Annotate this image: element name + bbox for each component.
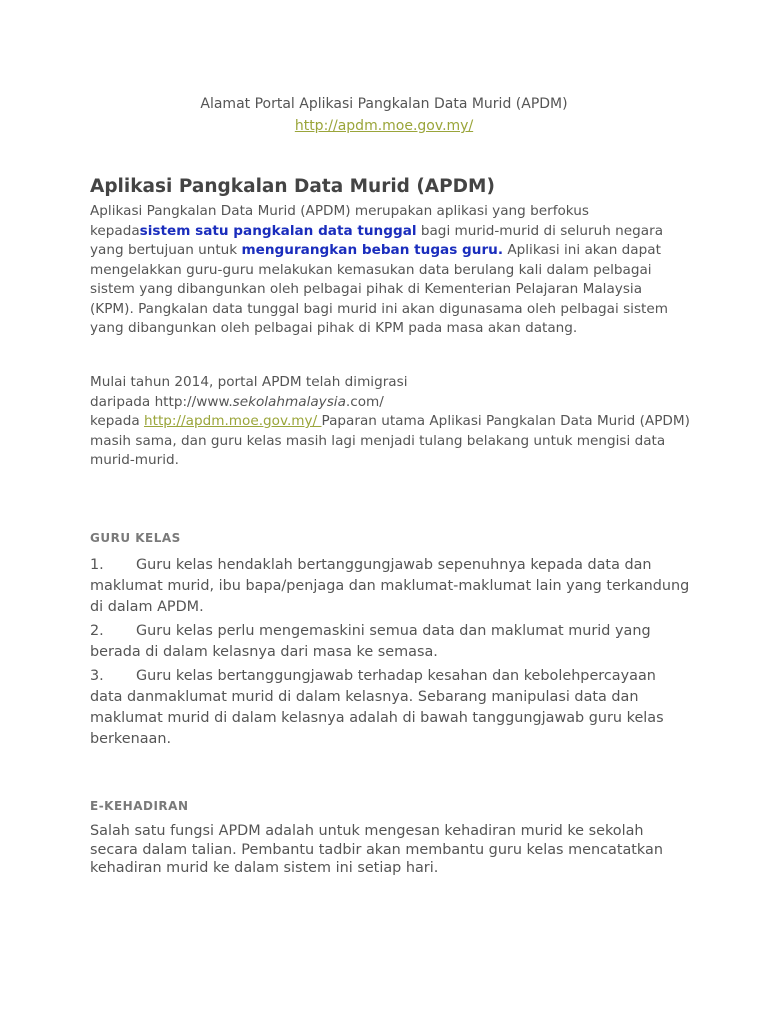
e-kehadiran-paragraph: Salah satu fungsi APDM adalah untuk mengesan kehadiran murid ke sekolah secara dalam talian. Pembantu tadbir akan membantu guru kelas mencatatkan kehadiran murid ke dalam sistem ini setiap hari. [90,823,663,876]
portal-title: Alamat Portal Aplikasi Pangkalan Data Murid (APDM) [200,96,568,112]
migration-line-3: kepada http://apdm.moe.gov.my/ Paparan utama Aplikasi Pangkalan Data Murid (APDM) masih sama, dan guru kelas masih lagi menjadi tulang belakang untuk mengisi data murid-murid. [90,413,690,468]
highlight-reduce-workload: mengurangkan beban tugas guru. [241,242,504,258]
list-item: 1. Guru kelas hendaklah bertanggungjawab sepenuhnya kepada data dan maklumat murid, ibu bapa/penjaga dan maklumat-maklumat lain yang terkandung di dalam APDM. [90,557,690,615]
apdm-heading: Aplikasi Pangkalan Data Murid (APDM) [90,176,495,197]
portal-url-link[interactable]: http://apdm.moe.gov.my/ [294,118,474,134]
list-item: 3. Guru kelas bertanggungjawab terhadap kesahan dan kebolehpercayaan data danmaklumat murid di dalam kelasnya. Sebarang manipulasi data dan maklumat murid di dalam kelasnya adalah di bawah tanggungjawab guru kelas berkenaan. [90,668,664,747]
migration-line-1: Mulai tahun 2014, portal APDM telah dimigrasi [90,374,408,390]
migration-paragraph [90,373,690,471]
list-item: 2. Guru kelas perlu mengemaskini semua data dan maklumat murid yang berada di dalam kelasnya dari masa ke semasa. [90,623,651,660]
e-kehadiran-heading: E-KEHADIRAN [90,799,189,813]
new-portal-link[interactable]: http://apdm.moe.gov.my/ [144,413,322,429]
guru-kelas-list [90,555,690,753]
highlight-single-database: sistem satu pangkalan data tunggal [139,222,417,239]
migration-line-2: daripada http://www.sekolahmalaysia.com/ [90,393,384,410]
intro-paragraph: Aplikasi Pangkalan Data Murid (APDM) merupakan aplikasi yang berfokus kepadasistem satu pangkalan data tunggal bagi murid-murid di seluruh negara yang bertujuan untuk mengurangkan beban tugas guru. Aplikasi ini akan dapat mengelakkan guru-guru melakukan kemasukan data berulang kali dalam pelbagai sistem yang dibangunkan oleh pelbagai pihak di Kementerian Pelajaran Malaysia (KPM). Pangkalan data tunggal bagi murid ini akan digunasama oleh pelbagai sistem yang dibangunkan oleh pelbagai pihak di KPM pada masa akan datang. [90,203,668,336]
guru-kelas-heading: GURU KELAS [90,531,181,545]
portal-url-line [0,118,768,134]
